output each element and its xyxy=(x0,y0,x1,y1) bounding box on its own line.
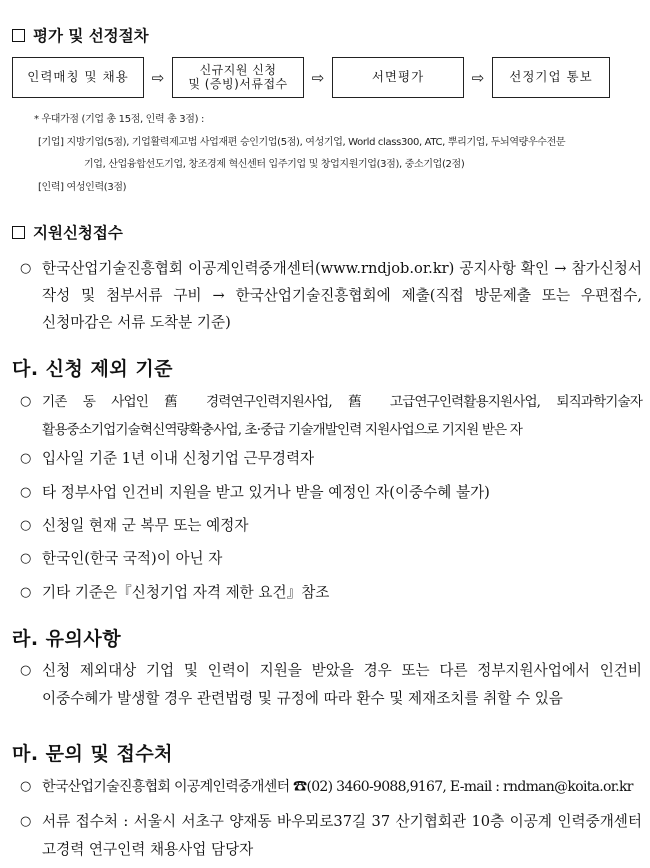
flow-arrow-icon: ⇨ xyxy=(471,68,485,87)
bullet-circle-icon: ○ xyxy=(20,551,32,566)
exclude-item xyxy=(20,479,642,507)
contact-item-text: 서류 접수처 : 서울시 서초구 양재동 바우뫼로37길 37 산기협회관 10층 이공계 인력중개센터 고경력 연구인력 채용사업 담당자 xyxy=(42,813,642,858)
note-bonus-title: * 우대가점 (기업 총 15점, 인력 총 3점) : xyxy=(34,114,204,125)
checkbox-square-icon xyxy=(12,29,25,42)
section-exclude-title: 다. 신청 제외 기준 xyxy=(12,358,174,380)
exclude-item xyxy=(20,445,642,473)
exclude-item xyxy=(20,545,642,573)
section-apply-heading xyxy=(12,221,123,243)
exclude-item-text: 타 정부사업 인건비 지원을 받고 있거나 받을 예정인 자(이중수혜 불가) xyxy=(42,484,490,501)
flow-arrow-icon: ⇨ xyxy=(311,68,325,87)
exclude-item xyxy=(20,579,642,607)
exclude-item xyxy=(20,388,642,444)
bullet-circle-icon: ○ xyxy=(20,663,32,678)
section-caution-title: 라. 유의사항 xyxy=(12,628,122,650)
bullet-circle-icon: ○ xyxy=(20,394,32,409)
flow-step-review: 서면평가 xyxy=(332,57,464,98)
bullet-circle-icon: ○ xyxy=(20,585,32,600)
contact-item-text: 한국산업기술진흥협회 이공계인력중개센터 ☎(02) 3460-9088,9167, E-mail : rndman@koita.or.kr xyxy=(42,779,633,795)
exclude-item-text: 한국인(한국 국적)이 아닌 자 xyxy=(42,550,223,567)
exclude-item-text: 기존 동 사업인 舊 경력연구인력지원사업, 舊 고급연구인력활용지원사업, 퇴직과학기술자 활용중소기업기술혁신역량확충사업, 초·중급 기술개발인력 지원사업으로 기지원 받은 자 xyxy=(42,394,642,438)
note-bonus-company: [기업] 지방기업(5점), 기업활력제고법 사업재편 승인기업(5점), 여성기업, World class300, ATC, 뿌리기업, 두뇌역량우수전문 xyxy=(38,137,566,148)
caution-item xyxy=(20,657,642,713)
caution-item-text: 신청 제외대상 기업 및 인력이 지원을 받았을 경우 또는 다른 정부지원사업에서 인건비 이중수혜가 발생할 경우 관련법령 및 규정에 따라 환수 및 제재조치를 취할 수 있음 xyxy=(42,662,642,707)
process-flow xyxy=(12,57,638,98)
bullet-circle-icon: ○ xyxy=(20,261,32,276)
bullet-circle-icon: ○ xyxy=(20,779,32,794)
apply-item-text: 한국산업기술진흥협회 이공계인력중개센터(www.rndjob.or.kr) 공지사항 확인 → 참가신청서 작성 및 첨부서류 구비 → 한국산업기술진흥협회에 제출(직접 방문제출 또는 우편접수, 신청마감은 서류 도착분 기준) xyxy=(42,260,642,331)
section-eval-heading xyxy=(12,24,149,46)
exclude-item-text: 입사일 기준 1년 이내 신청기업 근무경력자 xyxy=(42,450,315,467)
flow-arrow-icon: ⇨ xyxy=(151,68,165,87)
checkbox-square-icon xyxy=(12,226,25,239)
apply-item xyxy=(20,255,642,336)
exclude-item xyxy=(20,512,642,540)
exclude-item-text: 기타 기준은『신청기업 자격 제한 요건』참조 xyxy=(42,584,330,601)
bullet-circle-icon: ○ xyxy=(20,451,32,466)
flow-step-notify: 선정기업 통보 xyxy=(492,57,610,98)
bullet-circle-icon: ○ xyxy=(20,814,32,829)
note-bonus-company-cont: 기업, 산업융합선도기업, 창조경제 혁신센터 입주기업 및 창업지원기업(3점), 중소기업(2점) xyxy=(84,159,465,170)
section-contact-title: 마. 문의 및 접수처 xyxy=(12,743,174,765)
flow-step-matching: 인력매칭 및 채용 xyxy=(12,57,144,98)
contact-item xyxy=(20,773,642,801)
section-eval-title: 평가 및 선정절차 xyxy=(33,27,149,45)
exclude-item-text: 신청일 현재 군 복무 또는 예정자 xyxy=(42,517,249,534)
section-apply-title: 지원신청접수 xyxy=(33,224,123,242)
bullet-circle-icon: ○ xyxy=(20,518,32,533)
flow-step-apply: 신규지원 신청 및 (증빙)서류접수 xyxy=(172,57,304,98)
bullet-circle-icon: ○ xyxy=(20,485,32,500)
contact-item xyxy=(20,808,642,864)
note-bonus-person: [인력] 여성인력(3점) xyxy=(38,182,127,193)
